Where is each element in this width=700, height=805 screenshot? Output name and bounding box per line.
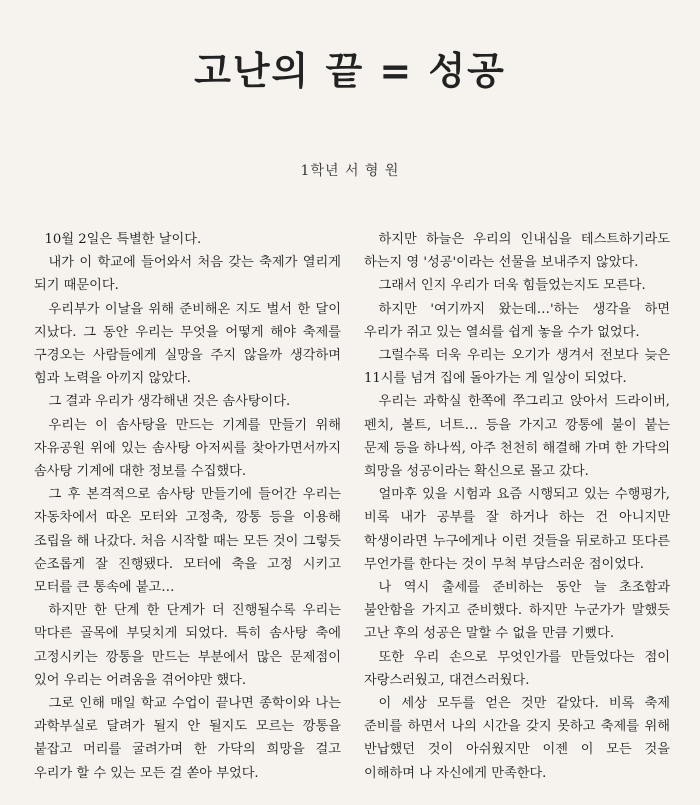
paragraph: 이 세상 모두를 얻은 것만 같았다. 비록 축제 준비를 하면서 나의 시간을 갖지 못하고 축제를 위해 반납했던 것이 아쉬웠지만 이젠 이 모든 것을 이해하며 나 자신에게 만족한다.: [364, 696, 670, 781]
right-column: [364, 228, 670, 785]
paragraph: 하지만 '여기까지 왔는데…'하는 생각을 하면 우리가 쥐고 있는 열쇠를 쉽게 놓을 수가 없었다.: [364, 301, 670, 340]
article-title: 고난의 끝 = 성공: [194, 49, 506, 93]
paragraph: 얼마후 있을 시험과 요즘 시행되고 있는 수행평가, 비록 내가 공부를 잘 하거나 하는 건 아니지만 학생이라면 누구에게나 이런 것들을 뒤로하고 또다른 무언가를 한다는 것이 무척 부담스러운 점이었다.: [364, 487, 670, 572]
left-column: [34, 228, 341, 785]
paragraph: 또한 우리 손으로 무엇인가를 만들었다는 점이 자랑스러웠고, 대견스러웠다.: [364, 649, 670, 688]
paragraph: 그로 인해 매일 학교 수업이 끝나면 종학이와 나는 과학부실로 달려가 될지 안 될지도 모르는 깡통을 붙잡고 머리를 굴려가며 한 가닥의 희망을 걸고 우리가 할 수 있는 모든 걸 쏟아 부었다.: [34, 696, 341, 781]
paragraph: 그 결과 우리가 생각해낸 것은 솜사탕이다.: [48, 394, 291, 410]
paragraph: 나 역시 출세를 준비하는 동안 늘 초조함과 불안함을 가지고 준비했다. 하지만 누군가가 말했듯 고난 후의 성공은 말할 수 없을 만큼 기뻤다.: [364, 580, 670, 642]
paragraph: 그 후 본격적으로 솜사탕 만들기에 들어간 우리는 자동차에서 따온 모터와 고정축, 깡통 등을 이용해 조립을 해 나갔다. 처음 시작할 때는 모든 것이 그렇듯 순조롭게 잘 진행됐다. 모터에 축을 고정 시키고 모터를 큰 통속에 붙고…: [34, 487, 341, 596]
paragraph: 하지만 하늘은 우리의 인내심을 테스트하기라도 하는지 영 '성공'이라는 선물을 보내주지 않았다.: [364, 232, 670, 271]
paragraph: 내가 이 학교에 들어와서 처음 갖는 축제가 열리게 되기 때문이다.: [34, 255, 341, 294]
paragraph: 우리는 이 솜사탕을 만드는 기계를 만들기 위해 자유공원 위에 있는 솜사탕 아저씨를 찾아가면서까지 솜사탕 기계에 대한 정보를 수집했다.: [34, 417, 341, 480]
paragraph: 그래서 인지 우리가 더욱 힘들었는지도 모른다.: [378, 278, 646, 294]
paragraph: 우리는 과학실 한쪽에 쭈그리고 앉아서 드라이버, 펜치, 볼트, 너트… 등을 가지고 깡통에 불이 붙는 문제 등을 하나씩, 아주 천천히 해결해 가며 한 가닥의 희망을 성공이라는 확신으로 몰고 갔다.: [364, 394, 670, 480]
paragraph: 하지만 한 단계 한 단계가 더 진행될수록 우리는 막다른 골목에 부딪치게 되었다. 특히 솜사탕 축에 고정시키는 깡통을 만드는 부분에서 많은 문제점이 있어 우리는 어려움을 겪어야만 했다.: [34, 603, 341, 688]
article-author: 1학년 서 형 원: [300, 163, 400, 179]
paragraph: 우리부가 이날을 위해 준비해온 지도 벌서 한 달이 지났다. 그 동안 우리는 무엇을 어떻게 해야 축제를 구경오는 사람들에게 실망을 주지 않을까 생각하며 힘과 노력을 아끼지 않았다.: [34, 301, 341, 387]
paragraph: 그럴수록 더욱 우리는 오기가 생겨서 전보다 늦은 11시를 넘겨 집에 돌아가는 게 일상이 되었다.: [364, 348, 670, 387]
paragraph: 10월 2일은 특별한 날이다.: [44, 232, 202, 247]
